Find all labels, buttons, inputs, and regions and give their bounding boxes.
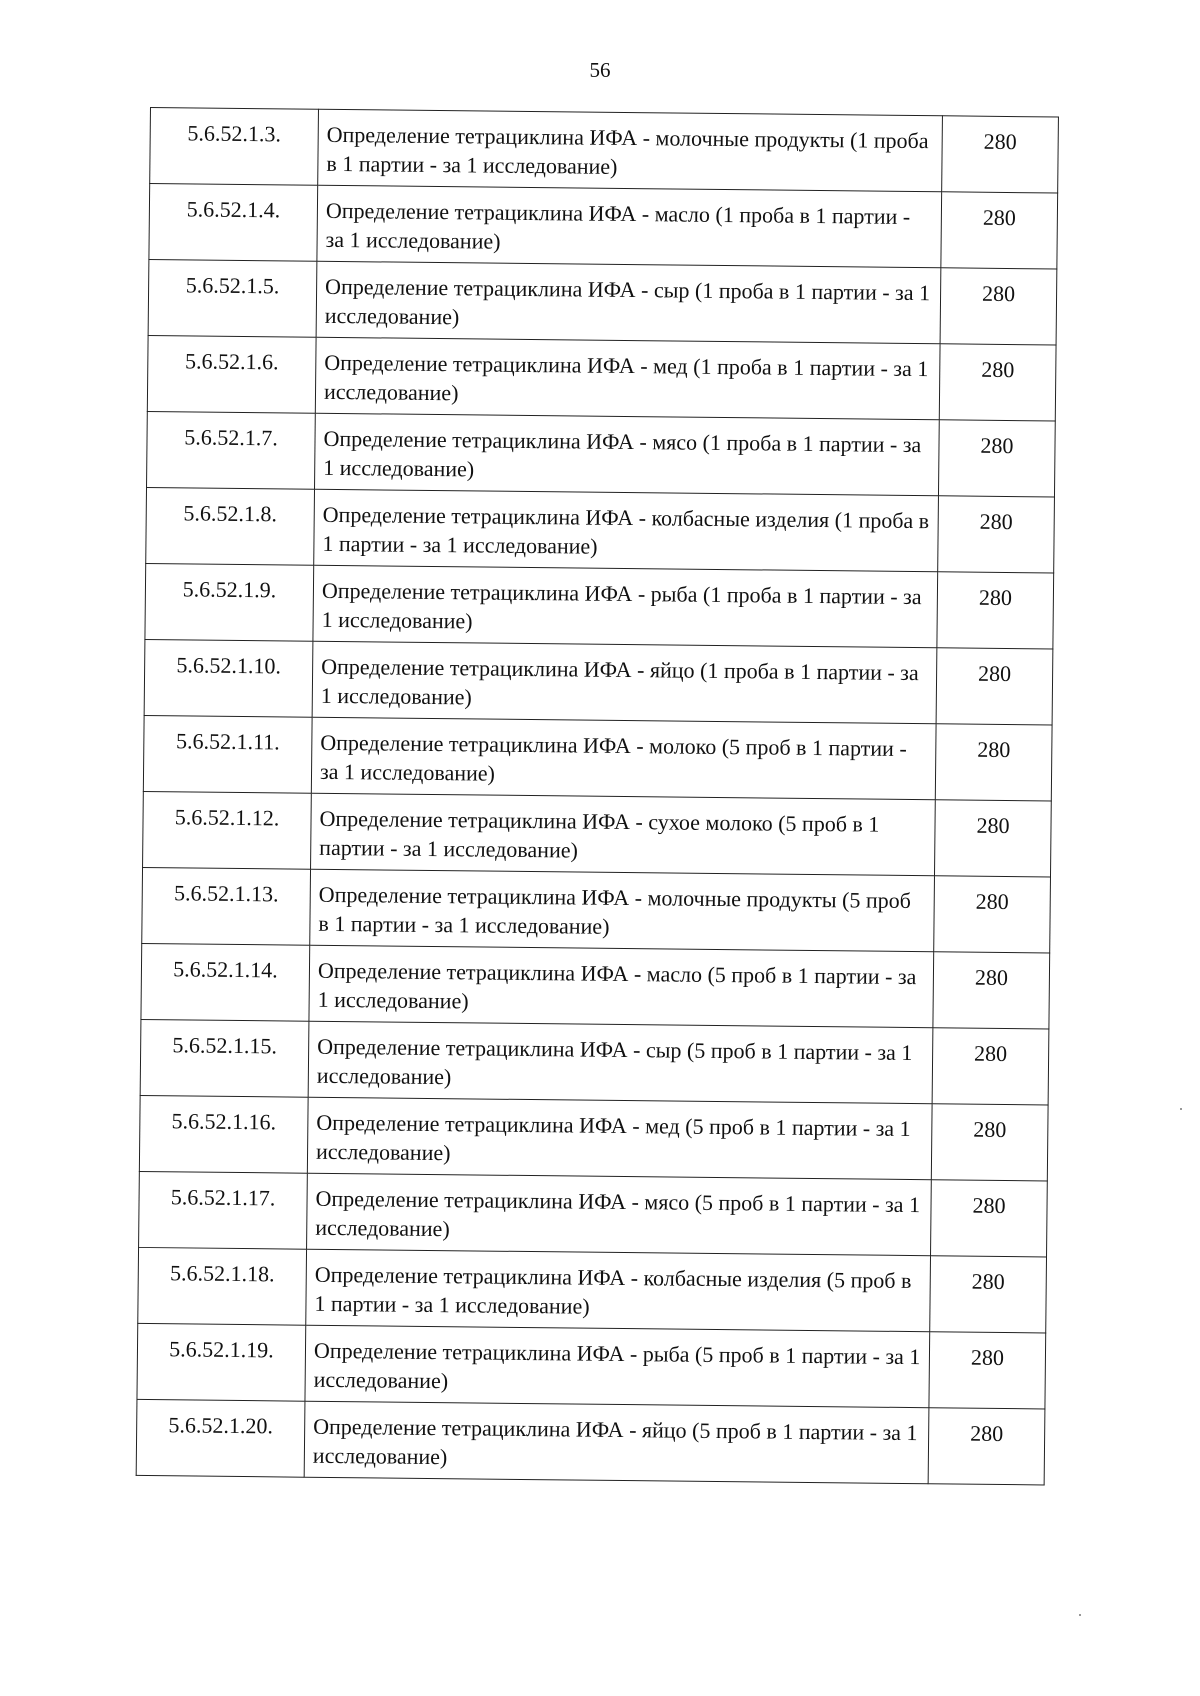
- table-row: [137, 1323, 1046, 1409]
- item-price-cell: 280: [938, 496, 1055, 573]
- item-price-cell: 280: [933, 952, 1050, 1029]
- price-table-body: [136, 108, 1058, 1485]
- table-row: [145, 563, 1054, 649]
- item-code-cell: 5.6.52.1.4.: [149, 184, 318, 262]
- item-code-cell: 5.6.52.1.10.: [144, 639, 313, 717]
- item-code-cell: 5.6.52.1.9.: [145, 563, 314, 641]
- table-row: [141, 943, 1050, 1029]
- scan-speck: [1180, 1108, 1182, 1110]
- item-description-cell: Определение тетрациклина ИФА - мясо (5 проб в 1 партии - за 1 исследование): [307, 1173, 932, 1256]
- item-price-cell: 280: [939, 344, 1056, 421]
- item-price-cell: 280: [930, 1256, 1047, 1333]
- item-code-cell: 5.6.52.1.7.: [147, 411, 316, 489]
- item-price-cell: 280: [932, 1028, 1049, 1105]
- item-price-cell: 280: [941, 192, 1058, 269]
- item-price-cell: 280: [929, 1332, 1046, 1409]
- item-description-cell: Определение тетрациклина ИФА - масло (1 проба в 1 партии - за 1 исследование): [317, 185, 942, 268]
- item-description-cell: Определение тетрациклина ИФА - сухое молоко (5 проб в 1 партии - за 1 исследование): [311, 793, 936, 876]
- table-row: [143, 715, 1052, 801]
- table-row: [150, 108, 1059, 194]
- item-description-cell: Определение тетрациклина ИФА - мясо (1 проба в 1 партии - за 1 исследование): [315, 413, 940, 496]
- item-price-cell: 280: [937, 572, 1054, 649]
- item-description-cell: Определение тетрациклина ИФА - колбасные изделия (1 проба в 1 партии - за 1 исследование): [314, 489, 939, 572]
- item-description-cell: Определение тетрациклина ИФА - мед (5 проб в 1 партии - за 1 исследование): [307, 1097, 932, 1180]
- table-row: [144, 639, 1053, 725]
- item-price-cell: 280: [934, 876, 1051, 953]
- item-price-cell: 280: [940, 268, 1057, 345]
- item-code-cell: 5.6.52.1.16.: [139, 1095, 308, 1173]
- price-table: [136, 107, 1059, 1485]
- item-code-cell: 5.6.52.1.18.: [138, 1247, 307, 1325]
- item-price-cell: 280: [942, 116, 1059, 193]
- table-row: [146, 487, 1055, 573]
- item-description-cell: Определение тетрациклина ИФА - колбасные изделия (5 проб в 1 партии - за 1 исследование): [306, 1249, 931, 1332]
- item-code-cell: 5.6.52.1.8.: [146, 487, 315, 565]
- page-number: 56: [589, 58, 611, 82]
- table-row: [136, 1399, 1045, 1485]
- item-price-cell: 280: [938, 420, 1055, 497]
- item-code-cell: 5.6.52.1.3.: [150, 108, 319, 186]
- item-code-cell: 5.6.52.1.17.: [139, 1171, 308, 1249]
- item-description-cell: Определение тетрациклина ИФА - сыр (1 проба в 1 партии - за 1 исследование): [316, 261, 941, 344]
- item-code-cell: 5.6.52.1.13.: [142, 867, 311, 945]
- table-row: [139, 1095, 1048, 1181]
- table-row: [147, 411, 1056, 497]
- item-price-cell: 280: [931, 1180, 1048, 1257]
- item-price-cell: 280: [928, 1408, 1045, 1485]
- table-row: [138, 1247, 1047, 1333]
- item-code-cell: 5.6.52.1.19.: [137, 1323, 306, 1401]
- item-description-cell: Определение тетрациклина ИФА - рыба (5 проб в 1 партии - за 1 исследование): [305, 1325, 930, 1408]
- item-price-cell: 280: [936, 648, 1053, 725]
- item-description-cell: Определение тетрациклина ИФА - мед (1 проба в 1 партии - за 1 исследование): [315, 337, 940, 420]
- item-code-cell: 5.6.52.1.12.: [143, 791, 312, 869]
- item-description-cell: Определение тетрациклина ИФА - молочные продукты (5 проб в 1 партии - за 1 исследование): [310, 869, 935, 952]
- table-row: [140, 1019, 1049, 1105]
- item-description-cell: Определение тетрациклина ИФА - молочные продукты (1 проба в 1 партии - за 1 исследование): [318, 109, 943, 192]
- item-description-cell: Определение тетрациклина ИФА - рыба (1 проба в 1 партии - за 1 исследование): [313, 565, 938, 648]
- table-row: [147, 335, 1056, 421]
- item-code-cell: 5.6.52.1.6.: [147, 335, 316, 413]
- item-description-cell: Определение тетрациклина ИФА - яйцо (1 проба в 1 партии - за 1 исследование): [312, 641, 937, 724]
- item-description-cell: Определение тетрациклина ИФА - яйцо (5 проб в 1 партии - за 1 исследование): [304, 1401, 929, 1484]
- item-code-cell: 5.6.52.1.20.: [136, 1399, 305, 1477]
- table-row: [149, 184, 1058, 270]
- item-code-cell: 5.6.52.1.5.: [148, 259, 317, 337]
- item-price-cell: 280: [934, 800, 1051, 877]
- table-row: [139, 1171, 1048, 1257]
- item-description-cell: Определение тетрациклина ИФА - масло (5 проб в 1 партии - за 1 исследование): [309, 945, 934, 1028]
- item-code-cell: 5.6.52.1.15.: [140, 1019, 309, 1097]
- item-code-cell: 5.6.52.1.11.: [143, 715, 312, 793]
- table-row: [142, 867, 1051, 953]
- item-price-cell: 280: [931, 1104, 1048, 1181]
- item-description-cell: Определение тетрациклина ИФА - молоко (5 проб в 1 партии - за 1 исследование): [311, 717, 936, 800]
- item-price-cell: 280: [935, 724, 1052, 801]
- table-row: [148, 259, 1057, 345]
- item-description-cell: Определение тетрациклина ИФА - сыр (5 проб в 1 партии - за 1 исследование): [308, 1021, 933, 1104]
- table-row: [143, 791, 1052, 877]
- item-code-cell: 5.6.52.1.14.: [141, 943, 310, 1021]
- scan-speck: [1079, 1614, 1081, 1616]
